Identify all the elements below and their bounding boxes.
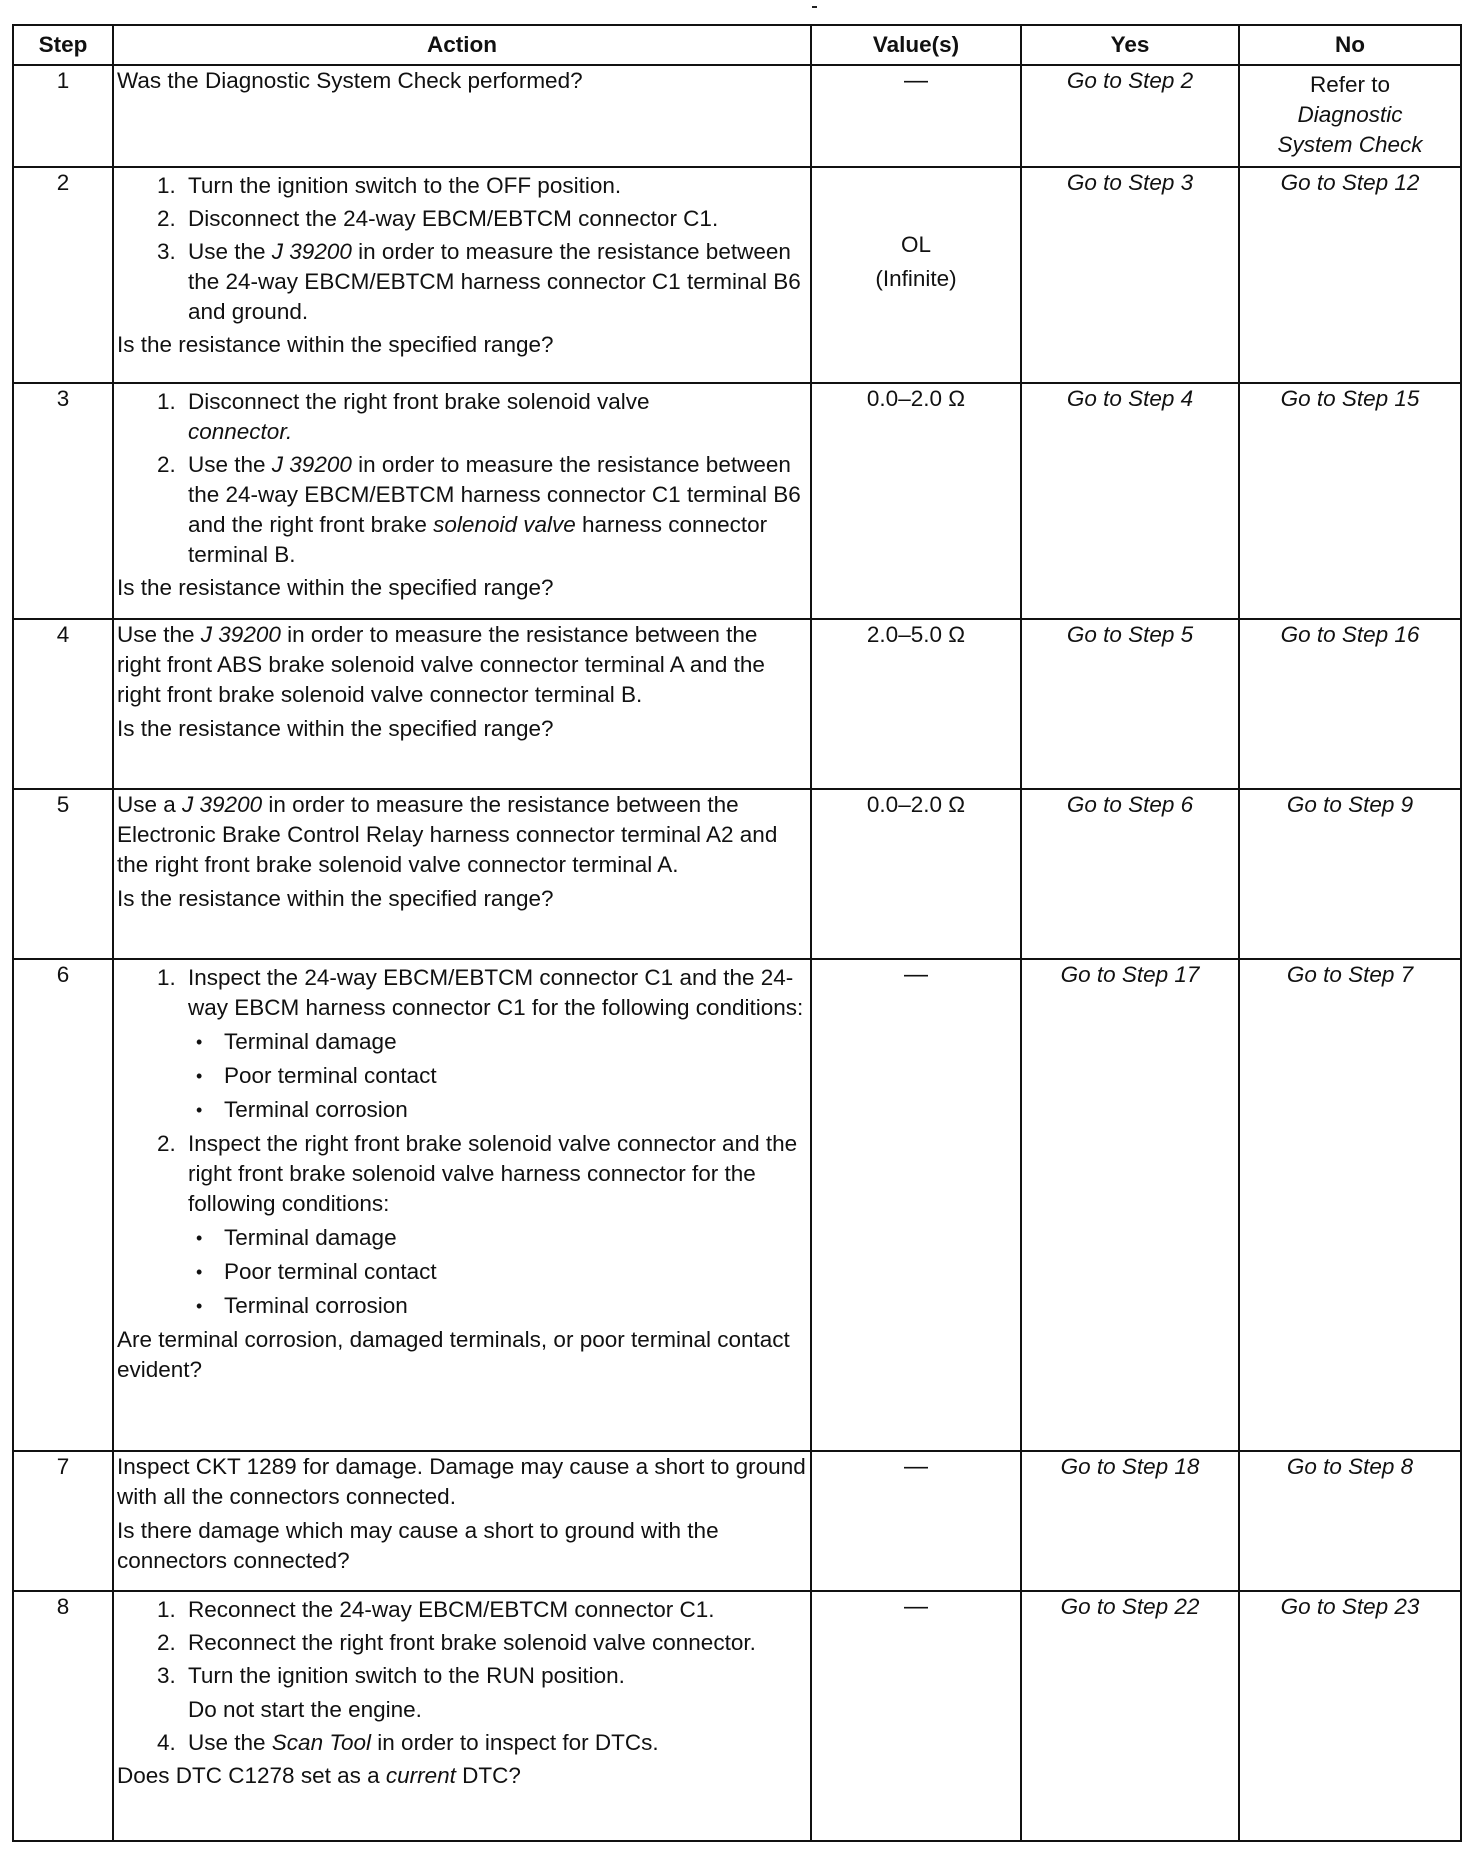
condition-item: • Terminal corrosion xyxy=(218,1095,807,1125)
instruction-note: Do not start the engine. xyxy=(188,1697,422,1722)
no-cell: Go to Step 12 xyxy=(1239,167,1461,383)
step-number: 6 xyxy=(13,959,113,1451)
header-yes: Yes xyxy=(1021,25,1239,65)
condition-item: • Terminal damage xyxy=(218,1223,807,1253)
value-cell: 0.0–2.0 Ω xyxy=(811,789,1021,959)
action-cell xyxy=(113,65,811,167)
instruction-item: 1. Reconnect the 24-way EBCM/EBTCM connector C1. xyxy=(182,1595,807,1625)
question-part: Does DTC C1278 set as a xyxy=(117,1763,386,1788)
question-part: DTC? xyxy=(455,1763,521,1788)
yes-cell: Go to Step 22 xyxy=(1021,1591,1239,1841)
value-text: — xyxy=(904,1453,928,1480)
question-text xyxy=(117,1761,807,1791)
instruction-text: harness connector terminal B. xyxy=(188,512,768,567)
step-number: 8 xyxy=(13,1591,113,1841)
instruction-text: in order to measure the resistance between the Electronic Brake Control Relay harness connector terminal A2 and the right front brake solenoid valve connector terminal A. xyxy=(117,792,778,877)
no-line: Refer to xyxy=(1309,72,1391,97)
action-cell xyxy=(113,619,811,789)
step-number: 2 xyxy=(13,167,113,383)
instruction-text: connector. xyxy=(188,419,293,444)
question-part: current xyxy=(385,1763,456,1788)
action-text xyxy=(117,790,807,880)
diagnostic-table xyxy=(12,24,1462,1842)
value-cell xyxy=(811,1591,1021,1841)
question-text: Is there damage which may cause a short to ground with the connectors connected? xyxy=(117,1518,719,1573)
value-text: — xyxy=(904,67,928,94)
condition-list xyxy=(188,1223,807,1321)
tool-name: J 39200 xyxy=(271,452,352,477)
instruction-list xyxy=(117,387,807,570)
header-no: No xyxy=(1239,25,1461,65)
action-text xyxy=(117,620,807,710)
table-row xyxy=(13,383,1461,619)
condition-list xyxy=(188,1027,807,1125)
instruction-item xyxy=(182,387,807,447)
instruction-item: 2. Reconnect the right front brake solenoid valve connector. xyxy=(182,1628,807,1658)
instruction-list xyxy=(117,963,807,1321)
value-cell xyxy=(811,167,1021,383)
condition-item: • Terminal corrosion xyxy=(218,1291,807,1321)
value-text: — xyxy=(904,1593,928,1620)
action-text: Inspect CKT 1289 for damage. Damage may cause a short to ground with all the connectors connected. xyxy=(117,1454,806,1509)
question-text: Is the resistance within the specified range? xyxy=(117,886,554,911)
value-text: — xyxy=(904,961,928,988)
condition-item: • Poor terminal contact xyxy=(218,1061,807,1091)
header-step: Step xyxy=(13,25,113,65)
no-cell: Go to Step 16 xyxy=(1239,619,1461,789)
instruction-text: Use the xyxy=(188,452,272,477)
instruction-list xyxy=(117,171,807,327)
instruction-text: Use the xyxy=(188,1730,272,1755)
step-number: 7 xyxy=(13,1451,113,1591)
instruction-item: 2. Disconnect the 24-way EBCM/EBTCM connector C1. xyxy=(182,204,807,234)
instruction-item: 1. Turn the ignition switch to the OFF position. xyxy=(182,171,807,201)
instruction-item xyxy=(182,963,807,1125)
instruction-item xyxy=(182,1661,807,1725)
question-text: Is the resistance within the specified range? xyxy=(117,332,554,357)
value-cell xyxy=(811,1451,1021,1591)
tool-name: J 39200 xyxy=(182,792,263,817)
instruction-text: solenoid valve xyxy=(433,512,576,537)
condition-item: • Terminal damage xyxy=(218,1027,807,1057)
condition-item: • Poor terminal contact xyxy=(218,1257,807,1287)
action-cell xyxy=(113,167,811,383)
instruction-text: Use a xyxy=(117,792,183,817)
table-row xyxy=(13,167,1461,383)
yes-cell: Go to Step 3 xyxy=(1021,167,1239,383)
instruction-list xyxy=(117,1595,807,1758)
value-text: (Infinite) xyxy=(875,266,957,291)
no-cell xyxy=(1239,65,1461,167)
no-cell: Go to Step 23 xyxy=(1239,1591,1461,1841)
yes-cell: Go to Step 5 xyxy=(1021,619,1239,789)
step-number: 5 xyxy=(13,789,113,959)
action-cell xyxy=(113,789,811,959)
instruction-item xyxy=(182,237,807,327)
header-value: Value(s) xyxy=(811,25,1021,65)
step-number: 4 xyxy=(13,619,113,789)
instruction-text: in order to measure the resistance between the 24-way EBCM/EBTCM harness connector C1 terminal B6 and ground. xyxy=(188,239,801,324)
no-cell: Go to Step 9 xyxy=(1239,789,1461,959)
value-cell: 0.0–2.0 Ω xyxy=(811,383,1021,619)
header-row xyxy=(13,25,1461,65)
question-text: Is the resistance within the specified range? xyxy=(117,575,554,600)
step-number: 3 xyxy=(13,383,113,619)
no-line: Diagnostic xyxy=(1297,102,1403,127)
instruction-text: in order to measure the resistance between the 24-way EBCM/EBTCM harness connector C1 terminal B6 and the right front brake xyxy=(188,452,801,537)
instruction-text: Turn the ignition switch to the RUN position. xyxy=(188,1663,625,1688)
yes-cell: Go to Step 18 xyxy=(1021,1451,1239,1591)
instruction-item xyxy=(182,450,807,570)
question-text: Are terminal corrosion, damaged terminals, or poor terminal contact evident? xyxy=(117,1327,790,1382)
header-action: Action xyxy=(113,25,811,65)
action-text: Was the Diagnostic System Check performed? xyxy=(117,68,583,93)
scan-mark xyxy=(812,6,817,8)
table-row xyxy=(13,619,1461,789)
no-cell: Go to Step 15 xyxy=(1239,383,1461,619)
question-text: Is the resistance within the specified range? xyxy=(117,716,554,741)
value-cell xyxy=(811,65,1021,167)
instruction-text: Disconnect the right front brake solenoid valve xyxy=(188,389,650,414)
yes-cell: Go to Step 4 xyxy=(1021,383,1239,619)
no-cell: Go to Step 7 xyxy=(1239,959,1461,1451)
instruction-item xyxy=(182,1728,807,1758)
instruction-text: in order to measure the resistance between the right front ABS brake solenoid valve connector terminal A and the right front brake solenoid valve connector terminal B. xyxy=(117,622,765,707)
instruction-item xyxy=(182,1129,807,1321)
no-line: System Check xyxy=(1277,132,1423,157)
table-row xyxy=(13,1591,1461,1841)
table-row xyxy=(13,1451,1461,1591)
instruction-text: in order to inspect for DTCs. xyxy=(371,1730,659,1755)
value-cell: 2.0–5.0 Ω xyxy=(811,619,1021,789)
table-row xyxy=(13,65,1461,167)
no-cell: Go to Step 8 xyxy=(1239,1451,1461,1591)
instruction-text: Use the xyxy=(188,239,272,264)
instruction-text: Use the xyxy=(117,622,201,647)
value-cell xyxy=(811,959,1021,1451)
action-cell xyxy=(113,1451,811,1591)
tool-name: J 39200 xyxy=(200,622,281,647)
tool-name: Scan Tool xyxy=(271,1730,372,1755)
instruction-text: Inspect the 24-way EBCM/EBTCM connector C1 and the 24-way EBCM harness connector C1 for the following conditions: xyxy=(188,965,804,1020)
instruction-text: Inspect the right front brake solenoid valve connector and the right front brake solenoid valve harness connector for the following conditions: xyxy=(188,1131,798,1216)
yes-cell: Go to Step 17 xyxy=(1021,959,1239,1451)
action-cell xyxy=(113,959,811,1451)
step-number: 1 xyxy=(13,65,113,167)
table-row xyxy=(13,789,1461,959)
yes-cell: Go to Step 2 xyxy=(1021,65,1239,167)
action-cell xyxy=(113,1591,811,1841)
yes-cell: Go to Step 6 xyxy=(1021,789,1239,959)
value-text: OL xyxy=(900,232,931,257)
tool-name: J 39200 xyxy=(271,239,352,264)
table-row xyxy=(13,959,1461,1451)
action-cell xyxy=(113,383,811,619)
